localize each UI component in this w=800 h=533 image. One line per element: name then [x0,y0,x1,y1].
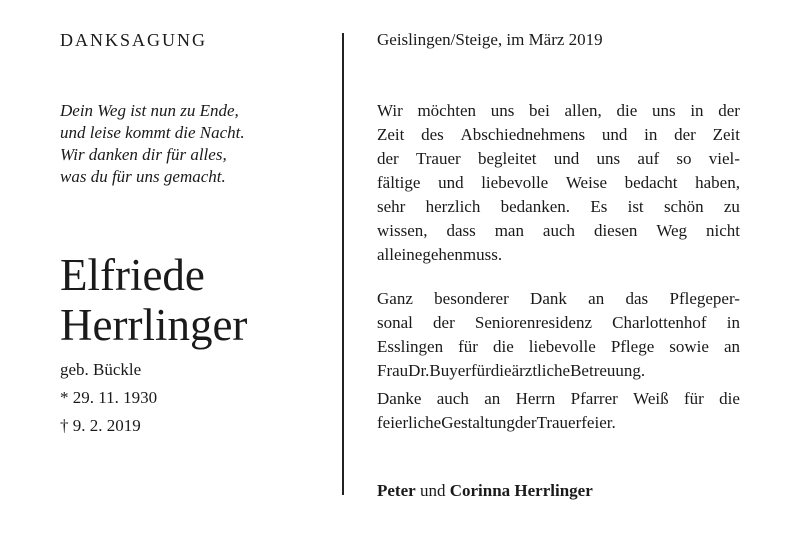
text-line: fältige und liebevolle Weise bedacht haben, [377,173,740,192]
thanks-paragraph-1 [377,99,740,267]
poem-line: was du für uns gemacht. [60,167,226,186]
signature [377,481,593,501]
signature-name-2: Corinna Herrlinger [449,481,593,500]
last-name: Herrlinger [60,300,248,350]
signature-conjunction: und [419,481,446,500]
text-line: alleine gehen muss. [377,245,503,264]
text-line: feierliche Gestaltung der Trauerfeier. [377,413,616,432]
text-line: Ganz besonderer Dank an das Pflegeper- [377,289,740,308]
life-details [60,356,157,440]
heading: DANKSAGUNG [60,30,208,50]
text-line: Frau Dr. Buyer für die ärztliche Betreuung. [377,361,646,380]
text-line: Zeit des Abschiednehmens und in der Zeit [377,125,740,144]
birth-name: geb. Bückle [60,360,142,379]
thanks-paragraph-2 [377,287,740,383]
left-column [60,0,330,533]
first-name: Elfriede [60,250,205,300]
deceased-name [60,250,247,350]
thanks-paragraph-3 [377,387,740,435]
dateline: Geislingen/Steige, im März 2019 [377,30,603,49]
poem [60,100,245,188]
text-line: Esslingen für die liebevolle Pflege sowie an [377,337,740,356]
text-line: Wir möchten uns bei allen, die uns in der [377,101,740,120]
vertical-divider [342,33,344,495]
text-line: Danke auch an Herrn Pfarrer Weiß für die [377,389,740,408]
birth-date: * 29. 11. 1930 [60,388,158,407]
text-line: wissen, dass man auch diesen Weg nicht [377,221,740,240]
text-line: der Trauer begleitet und uns auf so viel- [377,149,740,168]
text-line: sehr herzlich bedanken. Es ist schön zu [377,197,740,216]
death-date: † 9. 2. 2019 [60,416,141,435]
signature-name-1: Peter [377,481,416,500]
text-line: sonal der Seniorenresidenz Charlottenhof in [377,313,740,332]
poem-line: Wir danken dir für alles, [60,145,227,164]
poem-line: Dein Weg ist nun zu Ende, [60,101,239,120]
right-column [377,0,740,533]
poem-line: und leise kommt die Nacht. [60,123,245,142]
